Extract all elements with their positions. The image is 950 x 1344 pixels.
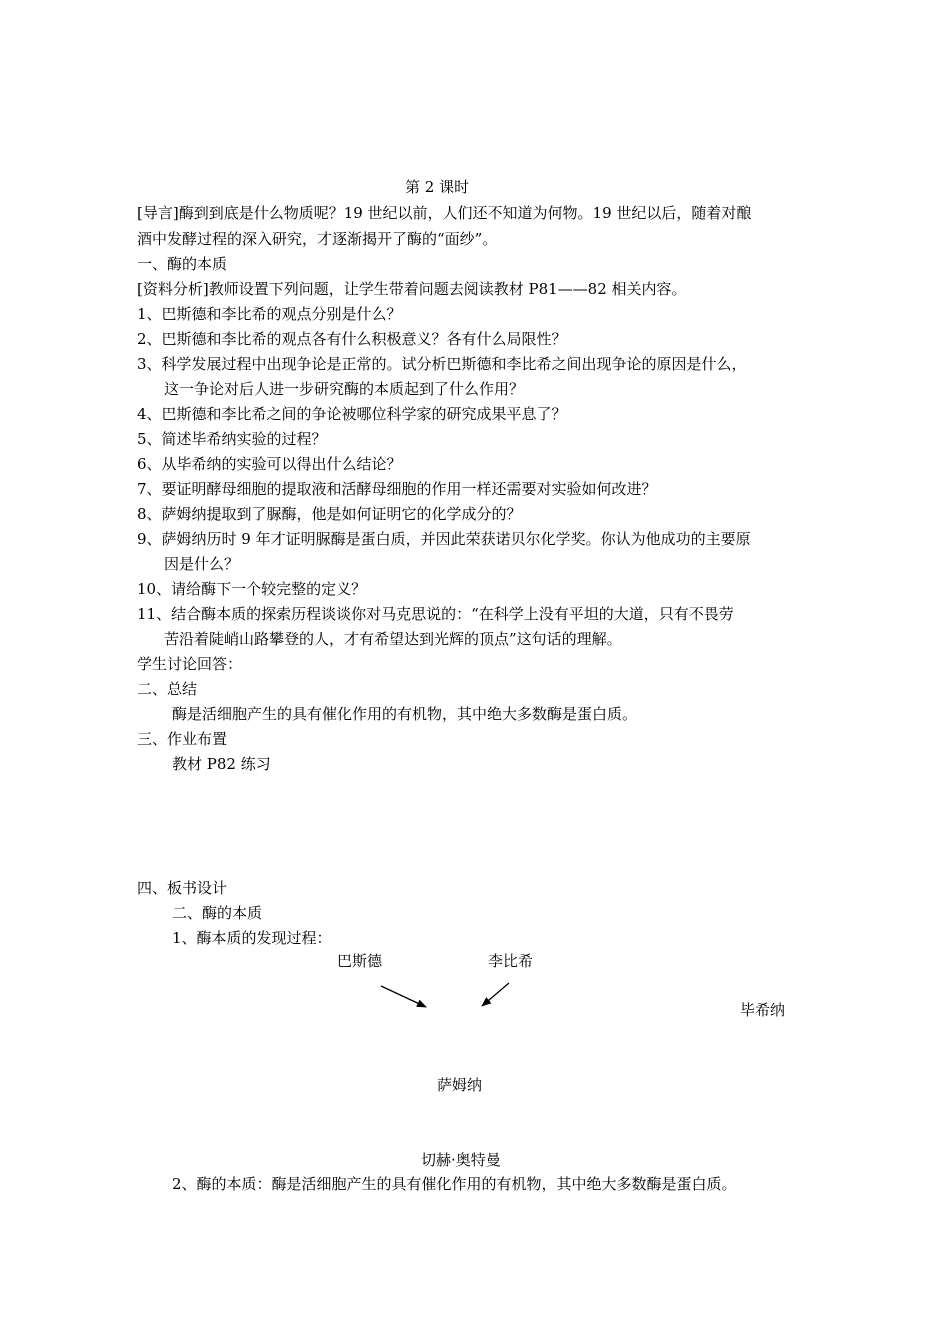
name-liebig: 李比希 xyxy=(488,952,534,970)
name-sumner: 萨姆纳 xyxy=(437,1076,483,1094)
intro-line-2: 酒中发酵过程的深入研究，才逐渐揭开了酶的“面纱”。 xyxy=(137,230,498,248)
question-1: 1、巴斯德和李比希的观点分别是什么？ xyxy=(137,305,402,323)
section-1-heading: 一、酶的本质 xyxy=(137,255,228,273)
question-7: 7、要证明酵母细胞的提取液和活酵母细胞的作用一样还需要对实验如何改进？ xyxy=(137,480,657,498)
name-cech-altman: 切赫·奥特曼 xyxy=(421,1151,501,1169)
intro-line-1: [导言]酶到到底是什么物质呢？19 世纪以前，人们还不知道为何物。19 世纪以后，随着对酿 xyxy=(137,204,752,222)
question-11: 11、结合酶本质的探索历程谈谈你对马克思说的：“在科学上没有平坦的大道，只有不畏劳 xyxy=(137,605,734,623)
question-6: 6、从毕希纳的实验可以得出什么结论？ xyxy=(137,455,402,473)
section-4-heading: 四、板书设计 xyxy=(137,879,228,897)
section-2-heading: 二、总结 xyxy=(137,680,198,698)
question-9: 9、萨姆纳历时 9 年才证明脲酶是蛋白质，并因此荣获诺贝尔化学奖。你认为他成功的主要原 xyxy=(137,530,751,548)
question-8: 8、萨姆纳提取到了脲酶，他是如何证明它的化学成分的？ xyxy=(137,505,522,523)
question-2: 2、巴斯德和李比希的观点各有什么积极意义？各有什么局限性？ xyxy=(137,330,567,348)
name-pasteur: 巴斯德 xyxy=(337,952,383,970)
lesson-title: 第 2 课时 xyxy=(405,178,470,196)
section-3-heading: 三、作业布置 xyxy=(137,730,228,748)
question-4: 4、巴斯德和李比希之间的争论被哪位科学家的研究成果平息了？ xyxy=(137,405,567,423)
board-item-1: 1、酶本质的发现过程： xyxy=(172,929,332,947)
question-5: 5、简述毕希纳实验的过程？ xyxy=(137,430,327,448)
question-3-continued: 这一争论对后人进一步研究酶的本质起到了什么作用？ xyxy=(164,380,525,398)
data-analysis-line: [资料分析]教师设置下列问题，让学生带着问题去阅读教材 P81——82 相关内容。 xyxy=(137,280,687,298)
arrow-from-pasteur xyxy=(381,986,426,1007)
homework-text: 教材 P82 练习 xyxy=(172,755,271,773)
discussion-line: 学生讨论回答： xyxy=(137,655,243,673)
question-11-continued: 苦沿着陡峭山路攀登的人，才有希望达到光辉的顶点”这句话的理解。 xyxy=(164,630,622,648)
question-3: 3、科学发展过程中出现争论是正常的。试分析巴斯德和李比希之间出现争论的原因是什么， xyxy=(137,355,747,373)
question-10: 10、请给酶下一个较完整的定义？ xyxy=(137,580,367,598)
name-buchner: 毕希纳 xyxy=(740,1001,786,1019)
board-item-2: 2、酶的本质：酶是活细胞产生的具有催化作用的有机物，其中绝大多数酶是蛋白质。 xyxy=(172,1175,737,1193)
summary-text: 酶是活细胞产生的具有催化作用的有机物，其中绝大多数酶是蛋白质。 xyxy=(172,705,638,723)
question-9-continued: 因是什么？ xyxy=(164,555,240,573)
arrow-from-liebig xyxy=(482,983,509,1006)
board-subheading: 二、酶的本质 xyxy=(172,904,263,922)
